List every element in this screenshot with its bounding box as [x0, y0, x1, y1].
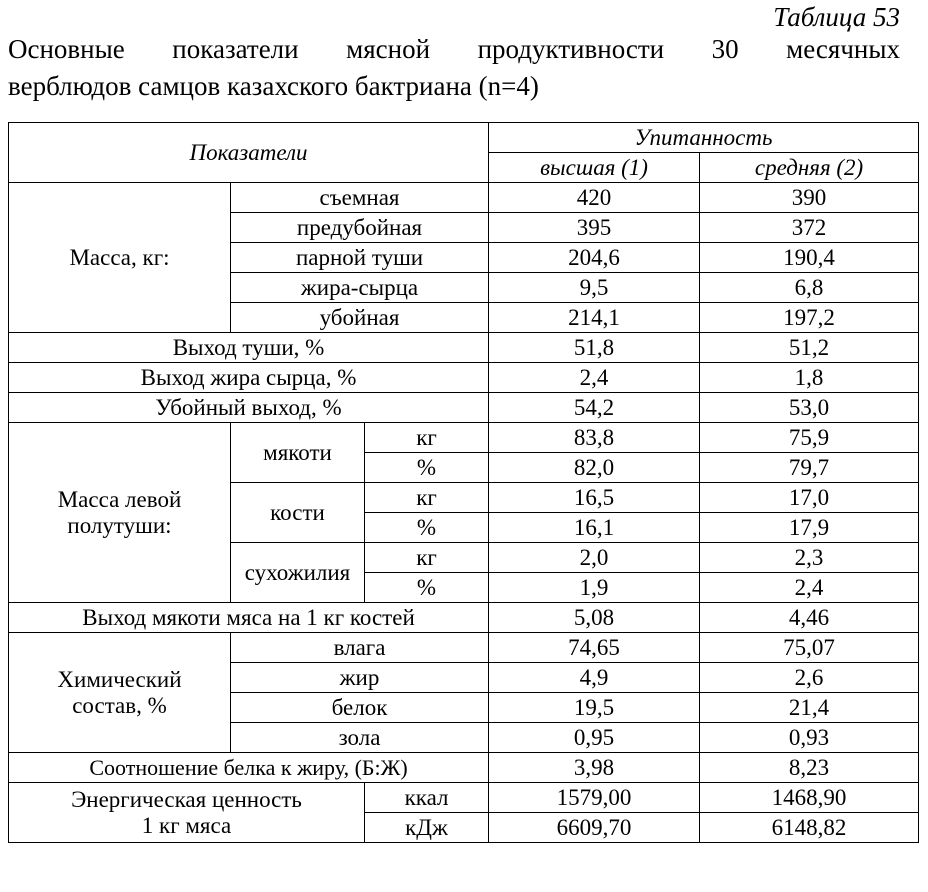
value-cell: 197,2	[700, 303, 919, 333]
value-cell: 1,9	[489, 573, 700, 603]
row-label: Соотношение белка к жиру, (Б:Ж)	[9, 753, 489, 783]
subgroup-label: сухожилия	[231, 543, 365, 603]
value-cell: 79,7	[700, 453, 919, 483]
table-row	[9, 633, 919, 663]
value-cell: 74,65	[489, 633, 700, 663]
value-cell: 6609,70	[489, 813, 700, 843]
row-label: парной туши	[231, 243, 489, 273]
header-col2: средняя (2)	[700, 153, 919, 183]
value-cell: 6148,82	[700, 813, 919, 843]
value-cell: 9,5	[489, 273, 700, 303]
value-cell: 2,6	[700, 663, 919, 693]
row-label: Выход мякоти мяса на 1 кг костей	[9, 603, 489, 633]
value-cell: 190,4	[700, 243, 919, 273]
value-cell: 17,0	[700, 483, 919, 513]
table-caption-line1: Основные показатели мясной продуктивности 30 месячных	[8, 34, 900, 64]
value-cell: 21,4	[700, 693, 919, 723]
value-cell: 204,6	[489, 243, 700, 273]
unit-cell: кг	[365, 423, 489, 453]
value-cell: 372	[700, 213, 919, 243]
value-cell: 53,0	[700, 393, 919, 423]
value-cell: 6,8	[700, 273, 919, 303]
row-label: съемная	[231, 183, 489, 213]
value-cell: 83,8	[489, 423, 700, 453]
energy-label-line2: 1 кг мяса	[141, 812, 232, 838]
value-cell: 51,8	[489, 333, 700, 363]
header-row	[9, 123, 919, 153]
table-row	[9, 783, 919, 813]
header-indicators: Показатели	[9, 123, 489, 183]
value-cell: 51,2	[700, 333, 919, 363]
value-cell: 8,23	[700, 753, 919, 783]
meat-productivity-table	[8, 122, 919, 843]
unit-cell: кДж	[365, 813, 489, 843]
value-cell: 17,9	[700, 513, 919, 543]
row-label: влага	[231, 633, 489, 663]
row-label: Убойный выход, %	[9, 393, 489, 423]
table-number: Таблица 53	[773, 2, 900, 32]
value-cell: 214,1	[489, 303, 700, 333]
value-cell: 0,93	[700, 723, 919, 753]
value-cell: 75,07	[700, 633, 919, 663]
table-row	[9, 603, 919, 633]
value-cell: 1468,90	[700, 783, 919, 813]
half-label-line1: Масса левой	[57, 486, 182, 512]
value-cell: 5,08	[489, 603, 700, 633]
table-row	[9, 363, 919, 393]
value-cell: 395	[489, 213, 700, 243]
value-cell: 16,5	[489, 483, 700, 513]
value-cell: 2,4	[489, 363, 700, 393]
header-fatness: Упитанность	[489, 123, 919, 153]
energy-label-line1: Энергическая ценность	[71, 786, 302, 812]
row-label: Выход туши, %	[9, 333, 489, 363]
table-row	[9, 423, 919, 453]
row-label: белок	[231, 693, 489, 723]
unit-cell: кг	[365, 483, 489, 513]
energy-group-label	[9, 783, 365, 843]
row-label: жира-сырца	[231, 273, 489, 303]
value-cell: 420	[489, 183, 700, 213]
header-col1: высшая (1)	[489, 153, 700, 183]
unit-cell: %	[365, 453, 489, 483]
value-cell: 54,2	[489, 393, 700, 423]
table-caption-line2: верблюдов самцов казахского бактриана (n=4)	[8, 71, 539, 101]
subgroup-label: мякоти	[231, 423, 365, 483]
chem-group-label	[9, 633, 231, 753]
mass-group-label: Масса, кг:	[9, 183, 231, 333]
unit-cell: ккал	[365, 783, 489, 813]
unit-cell: кг	[365, 543, 489, 573]
unit-cell: %	[365, 513, 489, 543]
value-cell: 1,8	[700, 363, 919, 393]
value-cell: 3,98	[489, 753, 700, 783]
table-row	[9, 183, 919, 213]
subgroup-label: кости	[231, 483, 365, 543]
value-cell: 1579,00	[489, 783, 700, 813]
value-cell: 75,9	[700, 423, 919, 453]
row-label: Выход жира сырца, %	[9, 363, 489, 393]
table-row	[9, 753, 919, 783]
half-carcass-group-label	[9, 423, 231, 603]
row-label: жир	[231, 663, 489, 693]
table-row	[9, 393, 919, 423]
value-cell: 4,46	[700, 603, 919, 633]
value-cell: 2,4	[700, 573, 919, 603]
unit-cell: %	[365, 573, 489, 603]
value-cell: 16,1	[489, 513, 700, 543]
value-cell: 19,5	[489, 693, 700, 723]
value-cell: 390	[700, 183, 919, 213]
row-label: зола	[231, 723, 489, 753]
row-label: предубойная	[231, 213, 489, 243]
value-cell: 0,95	[489, 723, 700, 753]
value-cell: 82,0	[489, 453, 700, 483]
value-cell: 2,0	[489, 543, 700, 573]
value-cell: 2,3	[700, 543, 919, 573]
table-row	[9, 333, 919, 363]
half-label-line2: полутуши:	[67, 512, 172, 538]
value-cell: 4,9	[489, 663, 700, 693]
chem-label-line2: состав, %	[72, 692, 167, 718]
row-label: убойная	[231, 303, 489, 333]
chem-label-line1: Химический	[57, 666, 182, 692]
